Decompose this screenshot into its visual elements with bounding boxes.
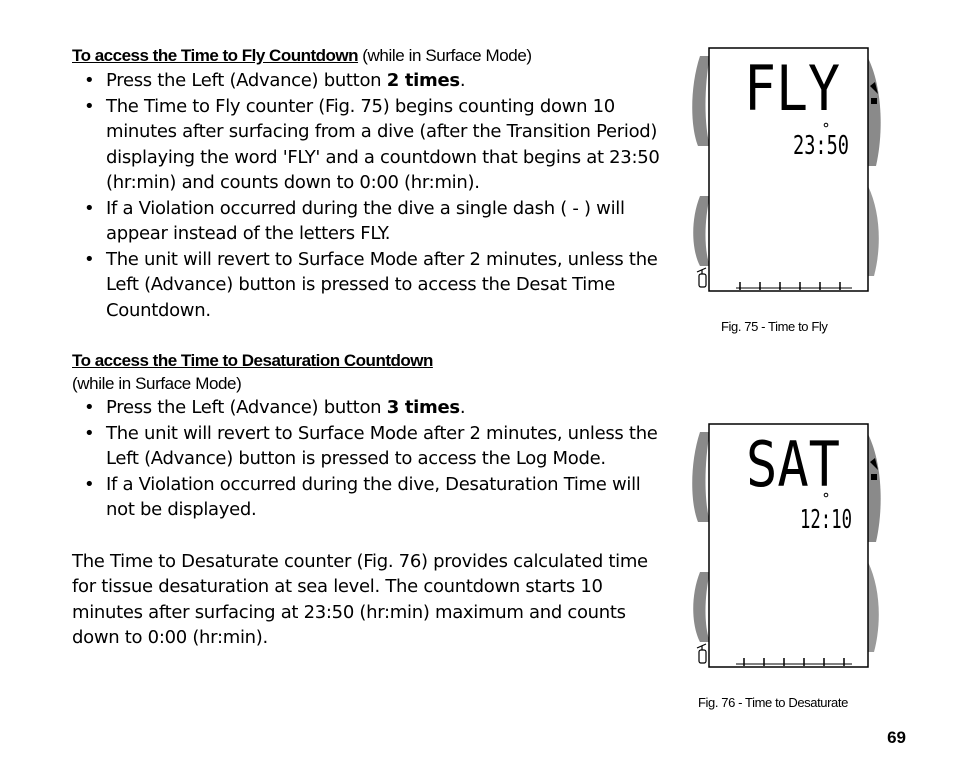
right-bezel-top (868, 58, 881, 166)
right-bezel-top (868, 434, 881, 542)
desat-bullet-3-text: If a Violation occurred during the dive, Desaturation Time will not be displayed. (106, 473, 641, 520)
fig76-caption: Fig. 76 - Time to Desaturate (698, 695, 848, 710)
fly-bullet-4-text: The unit will revert to Surface Mode after 2 minutes, unless the Left (Advance) button is pressed to access the Desat Time Countdown. (106, 248, 658, 321)
desat-bullet-2 (72, 421, 662, 472)
desat-bullet-1-end: . (459, 397, 466, 418)
desat-bullet-1-text: Press the Left (Advance) button (106, 397, 387, 418)
fig75-display (692, 46, 892, 296)
fly-heading-qualifier: (while in Surface Mode) (362, 46, 532, 65)
right-bezel-bottom (868, 562, 879, 652)
right-bezel-bottom (868, 186, 879, 276)
desat-bullet-list (72, 395, 662, 523)
desat-bullet-1-bold: 3 times (386, 397, 460, 418)
indicator-block-icon (871, 98, 877, 104)
desat-heading-qualifier: (while in Surface Mode) (72, 374, 242, 393)
fly-section-heading (72, 44, 662, 68)
desat-bullet-1 (72, 395, 662, 421)
tank-icon (697, 268, 706, 287)
desat-bullet-3 (72, 472, 662, 523)
desat-bullet-2-text: The unit will revert to Surface Mode after 2 minutes, unless the Left (Advance) button is pressed to access the Log Mode. (106, 422, 658, 469)
fly-bullet-1 (72, 68, 662, 94)
desat-section-heading (72, 349, 662, 373)
fly-bullet-list (72, 68, 662, 323)
fly-bullet-3 (72, 196, 662, 247)
tank-icon (697, 644, 706, 663)
desat-paragraph: The Time to Desaturate counter (Fig. 76) provides calculated time for tissue desaturation at sea level. The countdown starts 10 minutes after surfacing at 23:50 (hr:min) maximum and counts down to 0:00 (hr:min). (72, 550, 648, 648)
left-bezel-top (692, 56, 710, 146)
left-bezel-bottom (693, 572, 710, 642)
fig76-lcd-svg (692, 422, 892, 672)
text-column (72, 44, 662, 651)
fig76-display-word: SAT (746, 428, 840, 501)
left-bezel-bottom (693, 196, 710, 266)
left-bezel-top (692, 432, 710, 522)
indicator-block-icon (871, 474, 877, 480)
fig75-lcd-svg (692, 46, 892, 296)
fly-bullet-4 (72, 247, 662, 324)
fly-heading-title: To access the Time to Fly Countdown (72, 46, 359, 65)
fig75-display-word: FLY (744, 52, 840, 125)
fig75-display-time: 23:50 (793, 131, 849, 161)
desat-heading-title: To access the Time to Desaturation Countdown (72, 351, 433, 370)
fly-bullet-1-end: . (459, 70, 466, 91)
fly-bullet-2-text: The Time to Fly counter (Fig. 75) begins counting down 10 minutes after surfacing from a dive (after the Transition Period) displaying the word 'FLY' and a countdown that begins at 23:50 (hr:min) and counts down to 0:00 (hr:min). (106, 95, 660, 193)
fig76-display-time: 12:10 (800, 505, 852, 535)
fig76-display (692, 422, 892, 672)
fly-bullet-2 (72, 94, 662, 196)
fig75-caption: Fig. 75 - Time to Fly (721, 319, 828, 334)
fly-bullet-3-text: If a Violation occurred during the dive a single dash ( - ) will appear instead of the letters FLY. (106, 197, 625, 244)
page-number: 69 (887, 728, 906, 747)
fly-bullet-1-text: Press the Left (Advance) button (106, 70, 387, 91)
fly-bullet-1-bold: 2 times (386, 70, 460, 91)
